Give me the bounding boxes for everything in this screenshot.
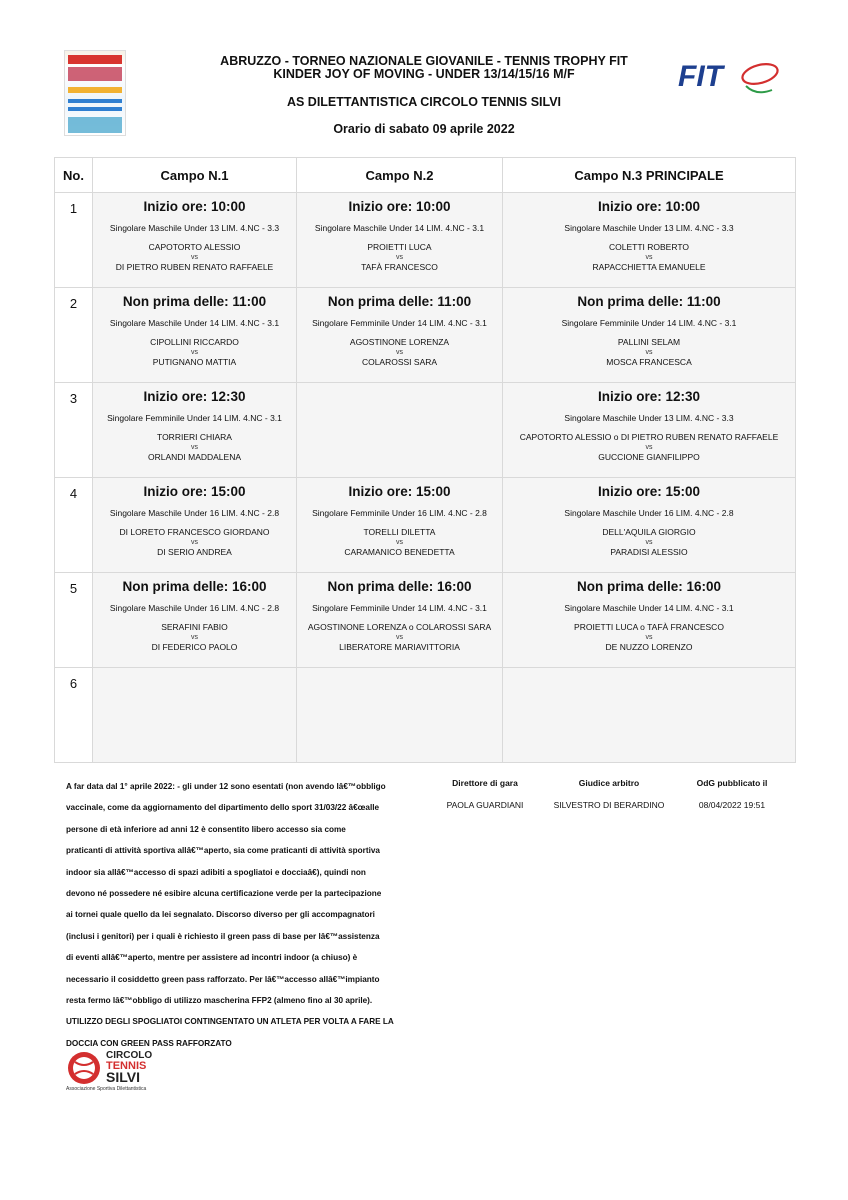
- fit-logo-text: FIT: [678, 60, 723, 93]
- notice-line: resta fermo lâ€™obbligo di utilizzo mascherina FFP2 (almeno fino al 30 aprile).: [66, 996, 373, 1006]
- published-column: [667, 776, 797, 812]
- match-cell: [297, 193, 503, 288]
- match-time: Non prima delle: 16:00: [122, 579, 267, 594]
- published-label: OdG pubblicato il: [696, 778, 768, 788]
- match-cell: [503, 288, 796, 383]
- match-cell: [93, 288, 297, 383]
- versus-label: vs: [191, 539, 198, 546]
- match-category: Singolare Maschile Under 14 LIM. 4.NC - 3.1: [109, 318, 280, 328]
- match-category: Singolare Maschile Under 13 LIM. 4.NC - 3.3: [109, 223, 280, 233]
- versus-label: vs: [396, 254, 403, 261]
- table-header-row: [55, 158, 796, 193]
- table-row: [55, 573, 796, 668]
- match-cell: [93, 573, 297, 668]
- versus-label: vs: [191, 349, 198, 356]
- match-category: Singolare Femminile Under 14 LIM. 4.NC - 3.1: [107, 413, 282, 423]
- player-2: DI SERIO ANDREA: [157, 547, 232, 557]
- match-cell: [297, 383, 503, 478]
- match-category: Singolare Maschile Under 14 LIM. 4.NC - 3.1: [564, 603, 734, 613]
- poster-band: [68, 67, 122, 81]
- table-row: [55, 288, 796, 383]
- player-1: PROIETTI LUCA: [367, 242, 432, 252]
- published-value: 08/04/2022 19:51: [698, 800, 766, 810]
- player-1: TORELLI DILETTA: [363, 527, 436, 537]
- player-1: PROIETTI LUCA o TAFÀ FRANCESCO: [574, 622, 724, 632]
- covid-notice: [66, 776, 416, 1054]
- referee-column: [544, 776, 674, 812]
- fit-logo-ring: [740, 61, 779, 88]
- notice-line: persone di età inferiore ad anni 12 è consentito libero accesso sia come: [66, 824, 346, 834]
- player-1: DI LORETO FRANCESCO GIORDANO: [119, 527, 270, 537]
- match-cell: [503, 478, 796, 573]
- match-time: Non prima delle: 11:00: [577, 294, 721, 309]
- match-cell: [297, 288, 503, 383]
- row-number: 6: [55, 668, 93, 763]
- director-column: [420, 776, 550, 812]
- versus-label: vs: [645, 634, 653, 641]
- player-2: DE NUZZO LORENZO: [605, 642, 693, 652]
- notice-line: vaccinale, come da aggiornamento del dipartimento dello sport 31/03/22 â€œalle: [66, 803, 380, 813]
- club-logo-word-3: SILVI: [106, 1069, 140, 1085]
- versus-label: vs: [396, 634, 403, 641]
- schedule-table: [54, 157, 796, 763]
- notice-line: UTILIZZO DEGLI SPOGLIATOI CONTINGENTATO UN ATLETA PER VOLTA A FARE LA: [66, 1017, 394, 1027]
- match-cell: [503, 383, 796, 478]
- poster-band: [68, 117, 122, 133]
- club-logo-tagline: Associazione Sportiva Dilettantistica: [66, 1086, 147, 1092]
- referee-label: Giudice arbitro: [578, 778, 640, 788]
- row-number: 1: [55, 193, 93, 288]
- player-2: ORLANDI MADDALENA: [147, 452, 242, 462]
- player-2: PUTIGNANO MATTIA: [152, 357, 237, 367]
- poster-band: [68, 99, 122, 103]
- match-time: Non prima delle: 16:00: [327, 579, 472, 594]
- tournament-poster-thumbnail: [64, 50, 126, 136]
- player-1: COLETTI ROBERTO: [609, 242, 689, 252]
- table-row: [55, 478, 796, 573]
- versus-label: vs: [396, 349, 403, 356]
- player-2: PARADISI ALESSIO: [610, 547, 688, 557]
- player-2: MOSCA FRANCESCA: [606, 357, 692, 367]
- notice-line: A far data dal 1° aprile 2022: - gli under 12 sono esentati (non avendo lâ€™obbligo: [66, 782, 386, 791]
- match-cell: [297, 668, 503, 763]
- versus-label: vs: [645, 444, 653, 451]
- player-2: RAPACCHIETTA EMANUELE: [592, 262, 706, 272]
- match-time: Inizio ore: 10:00: [597, 199, 701, 214]
- match-category: Singolare Femminile Under 14 LIM. 4.NC - 3.1: [561, 318, 737, 328]
- poster-band: [68, 55, 122, 64]
- match-category: Singolare Maschile Under 13 LIM. 4.NC - 3.3: [564, 223, 734, 233]
- match-time: Inizio ore: 15:00: [348, 484, 451, 499]
- match-time: Inizio ore: 10:00: [348, 199, 451, 214]
- match-category: Singolare Femminile Under 14 LIM. 4.NC - 3.1: [312, 318, 487, 328]
- player-1: DELL'AQUILA GIORGIO: [602, 527, 696, 537]
- notice-line: devono né possedere né esibire alcuna certificazione verde per la partecipazione: [66, 889, 382, 899]
- tennis-ball-icon: [66, 1050, 102, 1086]
- match-time: Non prima delle: 16:00: [576, 579, 722, 594]
- match-cell: [297, 573, 503, 668]
- player-2: CARAMANICO BENEDETTA: [344, 547, 455, 557]
- versus-label: vs: [191, 254, 198, 261]
- match-time: Inizio ore: 12:30: [143, 389, 246, 404]
- match-category: Singolare Femminile Under 16 LIM. 4.NC - 2.8: [312, 508, 487, 518]
- notice-line: DOCCIA CON GREEN PASS RAFFORZATO: [66, 1038, 232, 1048]
- match-cell: [297, 478, 503, 573]
- match-time: Inizio ore: 12:30: [597, 389, 701, 404]
- versus-label: vs: [191, 634, 198, 641]
- player-1: CAPOTORTO ALESSIO: [148, 242, 241, 252]
- player-1: PALLINI SELAM: [617, 337, 681, 347]
- header-court-2: Campo N.2: [297, 158, 503, 193]
- row-number: 5: [55, 573, 93, 668]
- table-row: [55, 668, 796, 763]
- match-time: Inizio ore: 10:00: [143, 199, 246, 214]
- match-cell: [503, 668, 796, 763]
- match-category: Singolare Maschile Under 16 LIM. 4.NC - 2.8: [109, 603, 280, 613]
- notice-line: ai tornei quale quello da lei segnalato. Discorso diverso per gli accompagnatori: [66, 910, 375, 920]
- header-court-1: Campo N.1: [93, 158, 297, 193]
- versus-label: vs: [645, 254, 653, 261]
- schedule-date: Orario di sabato 09 aprile 2022: [333, 122, 515, 136]
- poster-band: [68, 107, 122, 111]
- notice-line: necessario il cosiddetto green pass rafforzato. Per lâ€™accesso allâ€™impianto: [66, 974, 380, 984]
- match-category: Singolare Maschile Under 16 LIM. 4.NC - 2.8: [109, 508, 280, 518]
- match-cell: [503, 193, 796, 288]
- versus-label: vs: [645, 539, 653, 546]
- tournament-title: ABRUZZO - TORNEO NAZIONALE GIOVANILE - TENNIS TROPHY FIT: [220, 54, 628, 68]
- poster-band: [68, 87, 122, 93]
- match-time: Inizio ore: 15:00: [143, 484, 246, 499]
- match-cell: [503, 573, 796, 668]
- row-number: 4: [55, 478, 93, 573]
- director-label: Direttore di gara: [452, 778, 518, 788]
- player-1: AGOSTINONE LORENZA: [349, 337, 450, 347]
- match-cell: [93, 478, 297, 573]
- player-2: DI FEDERICO PAOLO: [151, 642, 238, 652]
- notice-line: (inclusi i genitori) per i quali è richiesto il green pass di base per lâ€™assistenza: [66, 931, 380, 941]
- club-name: AS DILETTANTISTICA CIRCOLO TENNIS SILVI: [286, 95, 562, 109]
- player-2: TAFÀ FRANCESCO: [361, 262, 438, 272]
- versus-label: vs: [645, 349, 653, 356]
- versus-label: vs: [191, 444, 198, 451]
- referee-name: SILVESTRO DI BERARDINO: [553, 800, 665, 810]
- club-logo-word-2: TENNIS: [106, 1060, 147, 1072]
- player-2: COLAROSSI SARA: [361, 357, 438, 367]
- club-logo-word-1: CIRCOLO: [106, 1050, 153, 1061]
- player-2: GUCCIONE GIANFILIPPO: [598, 452, 700, 462]
- player-1: CIPOLLINI RICCARDO: [150, 337, 239, 347]
- match-cell: [93, 383, 297, 478]
- row-number: 3: [55, 383, 93, 478]
- table-row: [55, 383, 796, 478]
- tournament-subtitle: KINDER JOY OF MOVING - UNDER 13/14/15/16 M/F: [273, 67, 575, 81]
- match-category: Singolare Femminile Under 14 LIM. 4.NC - 3.1: [312, 603, 487, 613]
- notice-line: di eventi allâ€™aperto, mentre per assistere ad incontri indoor (a chiuso) è: [66, 953, 358, 963]
- match-time: Non prima delle: 11:00: [122, 294, 267, 309]
- player-1: SERAFINI FABIO: [161, 622, 228, 632]
- fit-logo: [676, 56, 786, 102]
- row-number: 2: [55, 288, 93, 383]
- club-logo: [66, 1050, 158, 1094]
- match-time: Non prima delle: 11:00: [327, 294, 472, 309]
- notice-line: indoor sia allâ€™accesso di spazi adibiti a spogliatoi e docciaâ€), quindi non: [66, 867, 366, 877]
- match-category: Singolare Maschile Under 16 LIM. 4.NC - 2.8: [564, 508, 734, 518]
- table-row: [55, 193, 796, 288]
- match-cell: [93, 668, 297, 763]
- versus-label: vs: [396, 539, 403, 546]
- header-no: No.: [55, 158, 93, 193]
- director-name: PAOLA GUARDIANI: [446, 800, 524, 810]
- player-2: LIBERATORE MARIAVITTORIA: [339, 642, 460, 652]
- match-category: Singolare Maschile Under 14 LIM. 4.NC - 3.1: [314, 223, 485, 233]
- match-cell: [93, 193, 297, 288]
- match-category: Singolare Maschile Under 13 LIM. 4.NC - 3.3: [564, 413, 734, 423]
- player-1: TORRIERI CHIARA: [157, 432, 232, 442]
- player-1: AGOSTINONE LORENZA o COLAROSSI SARA: [307, 622, 492, 632]
- player-1: CAPOTORTO ALESSIO o DI PIETRO RUBEN RENATO RAFFAELE: [519, 432, 779, 442]
- notice-line: praticanti di attività sportiva allâ€™aperto, sia come praticanti di attività sportiva: [66, 846, 380, 856]
- player-2: DI PIETRO RUBEN RENATO RAFFAELE: [115, 262, 274, 272]
- header-court-3: Campo N.3 PRINCIPALE: [503, 158, 796, 193]
- fit-logo-swoosh: [746, 86, 772, 92]
- match-time: Inizio ore: 15:00: [597, 484, 701, 499]
